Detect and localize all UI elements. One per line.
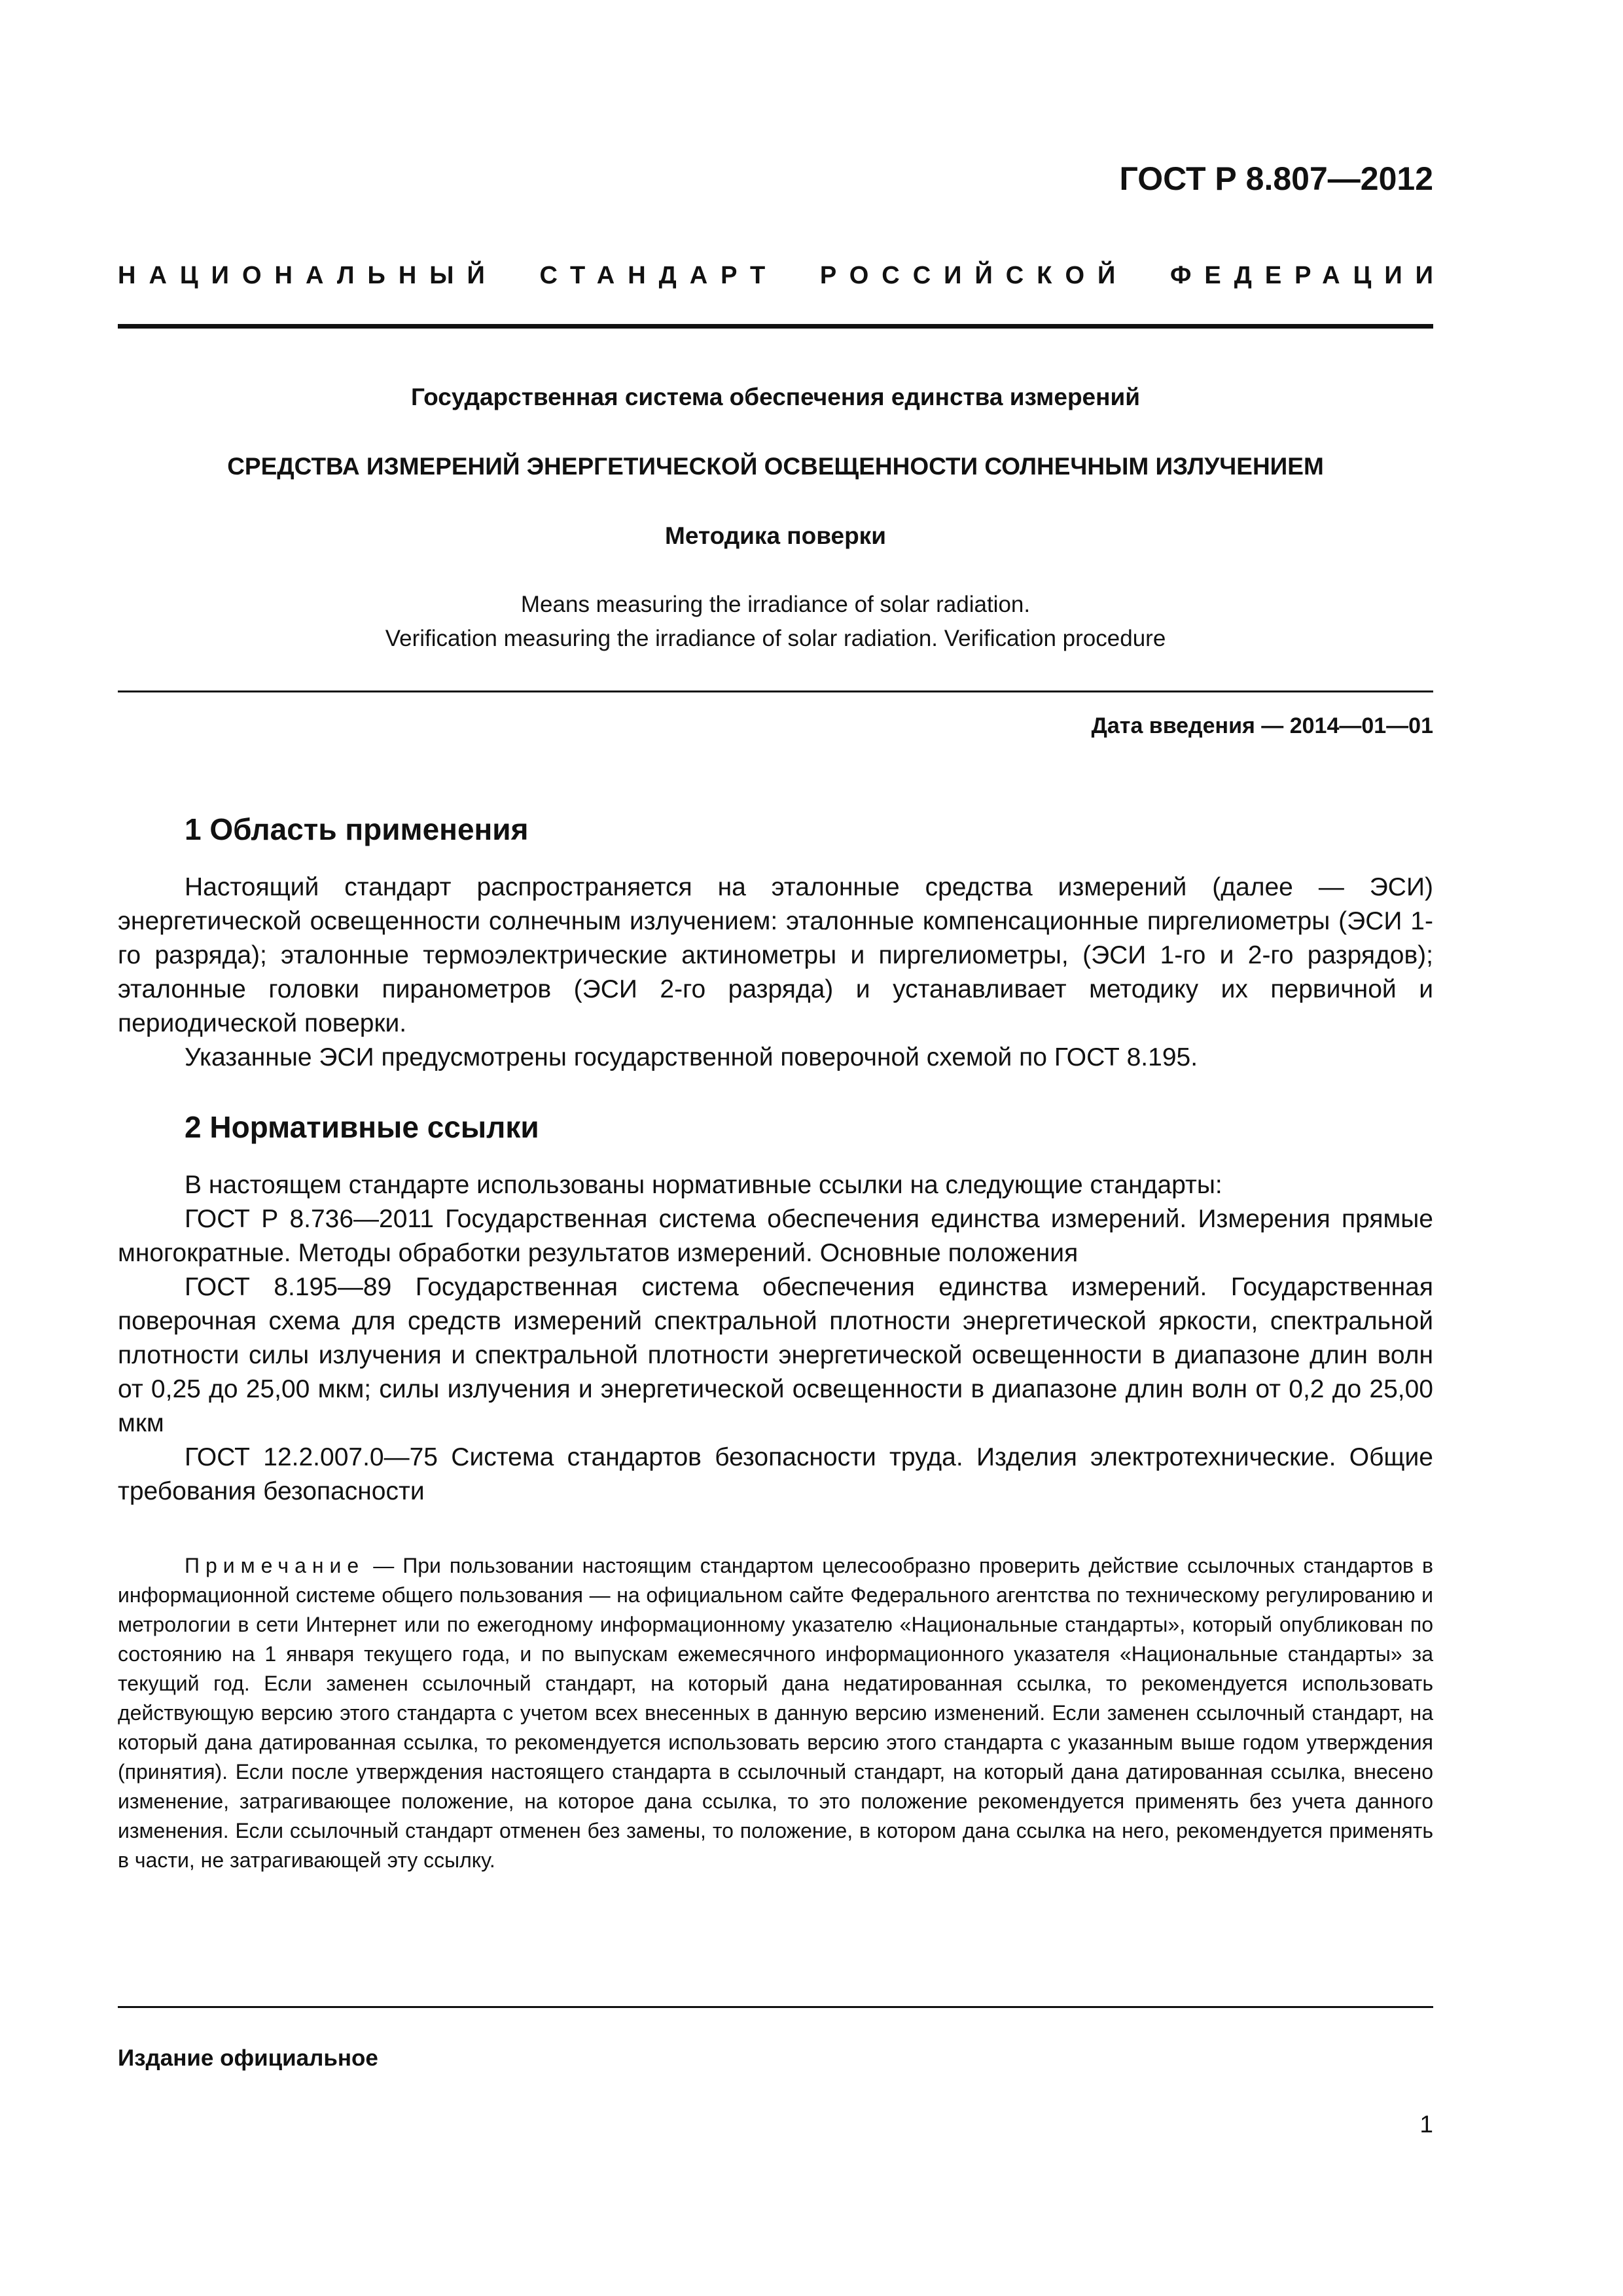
english-title-line: Means measuring the irradiance of solar radiation. [520,592,1031,617]
note-block [118,1551,1433,1875]
english-title [118,588,1433,656]
paragraph: Указанные ЭСИ предусмотрены государственной поверочной схемой по ГОСТ 8.195. [185,1043,1198,1071]
title-divider [118,691,1433,692]
subtitle: Методика поверки [665,522,886,549]
section-1-heading: 1 Область применения [185,812,529,846]
banner-word: РОССИЙСКОЙ [819,262,1129,289]
banner-word: НАЦИОНАЛЬНЫЙ [118,262,498,289]
section-2-heading: 2 Нормативные ссылки [185,1110,539,1144]
paragraph: Настоящий стандарт распространяется на эталонные средства измерений (далее — ЭСИ) энергетической освещенности солнечным излучением: эталонные компенсационные пиргелиометры (ЭСИ 1-го разряда); эталонные термоэлектрические актинометры и пиргелиометры, (ЭСИ 1-го и 2-го разрядов); эталонные головки пиранометров (ЭСИ 2-го разряда) и устанавливает методику их первичной и периодической поверки. [118,873,1433,1037]
banner-word: ФЕДЕРАЦИИ [1169,262,1446,289]
note-text: — При пользовании настоящим стандартом целесообразно проверить действие ссылочных стандартов в информационной системе общего пользования — на официальном сайте Федерального агентства по техническому регулированию и метрологии в сети Интернет или по ежегодному информационному указателю «Национальные стандарты», который опубликован по состоянию на 1 января текущего года, и по выпускам ежемесячного информационного указателя «Национальные стандарты» за текущий год. Если заменен ссылочный стандарт, на который дана недатированная ссылка, то рекомендуется использовать действующую версию этого стандарта с учетом всех внесенных в данную версию изменений. Если заменен ссылочный стандарт, на который дана датированная ссылка, то рекомендуется использовать версию этого стандарта с указанным выше годом утверждения (принятия). Если после утверждения настоящего стандарта в ссылочный стандарт, на который дана датированная ссылка, внесено изменение, затрагивающее положение, на которое дана ссылка, то это положение рекомендуется применять без учета данного изменения. Если ссылочный стандарт отменен без замены, то положение, в котором дана ссылка на него, рекомендуется применять в части, не затрагивающей эту ссылку. [118,1554,1433,1872]
reference-item: ГОСТ 8.195—89 Государственная система обеспечения единства измерений. Государственная поверочная схема для средств измерений спектральной плотности энергетической яркости, спектральной плотности силы излучения и спектральной плотности энергетической освещенности в диапазоне длин волн от 0,25 до 25,00 мкм; силы излучения и энергетической освещенности в диапазоне длин волн от 0,2 до 25,00 мкм [118,1273,1433,1437]
english-title-line: Verification measuring the irradiance of solar radiation. Verification procedure [385,626,1166,651]
reference-item: ГОСТ 12.2.007.0—75 Система стандартов безопасности труда. Изделия электротехнические. Общие требования безопасности [118,1443,1433,1505]
page-number: 1 [1419,2111,1433,2138]
note-paragraph [118,1551,1433,1875]
system-title: Государственная система обеспечения единства измерений [411,384,1140,410]
introduction-date: Дата введения — 2014—01—01 [1091,713,1433,738]
reference-item: ГОСТ Р 8.736—2011 Государственная система обеспечения единства измерений. Измерения прямые многократные. Методы обработки результатов измерений. Основные положения [118,1205,1433,1267]
section-2-body [118,1168,1433,1509]
footer-divider [118,2006,1433,2008]
official-edition-label: Издание официальное [118,2045,378,2071]
national-standard-banner [118,262,1446,304]
banner-word: СТАНДАРТ [539,262,779,289]
paragraph: В настоящем стандарте использованы нормативные ссылки на следующие стандарты: [185,1171,1222,1199]
main-title: СРЕДСТВА ИЗМЕРЕНИЙ ЭНЕРГЕТИЧЕСКОЙ ОСВЕЩЕННОСТИ СОЛНЕЧНЫМ ИЗЛУЧЕНИЕМ [227,453,1324,480]
section-1-body [118,870,1433,1075]
standard-code: ГОСТ Р 8.807—2012 [1119,160,1433,197]
header-divider [118,324,1433,329]
note-label: Примечание [185,1554,365,1577]
